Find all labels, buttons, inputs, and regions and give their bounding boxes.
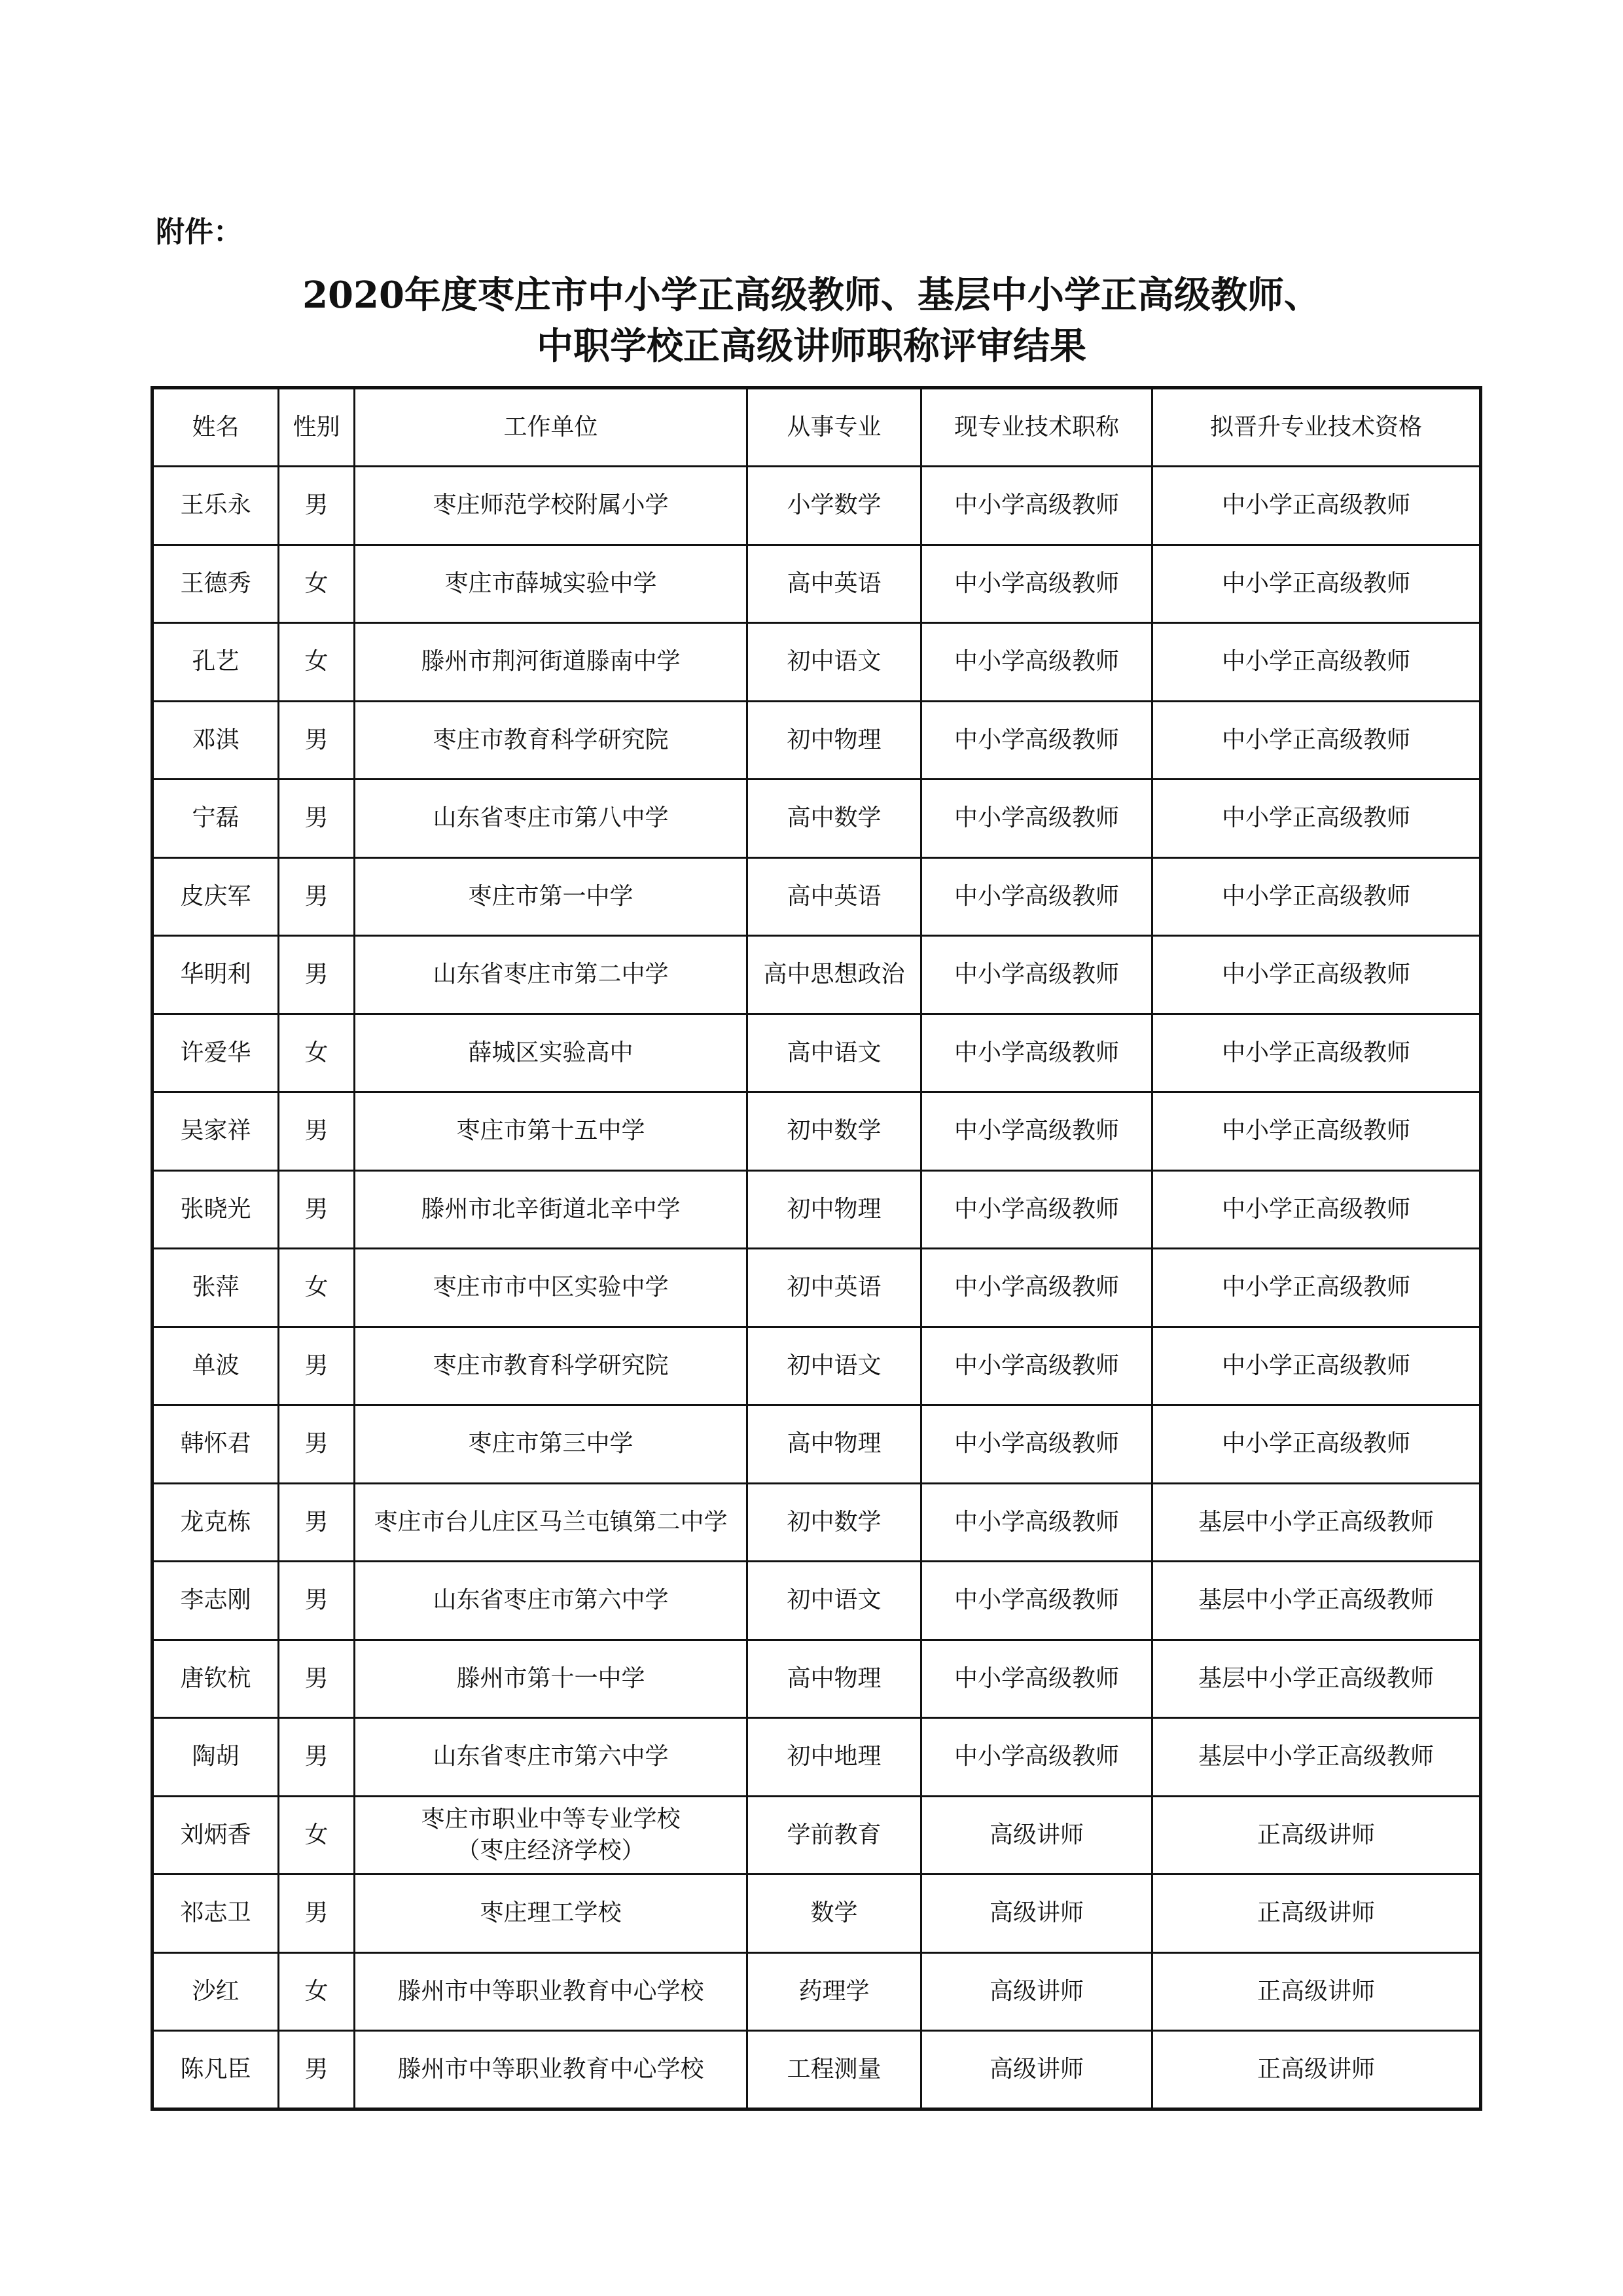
cell-current-title: 中小学高级教师	[921, 1170, 1152, 1249]
cell-name: 孔艺	[152, 623, 279, 702]
cell-unit: 山东省枣庄市第六中学	[355, 1562, 747, 1640]
table-row	[152, 1640, 1481, 1718]
cell-unit: 枣庄市薛城实验中学	[355, 545, 747, 623]
cell-target-title: 正高级讲师	[1152, 1796, 1481, 1874]
cell-unit: 枣庄市教育科学研究院	[355, 1327, 747, 1405]
cell-current-title: 中小学高级教师	[921, 936, 1152, 1014]
cell-major: 初中地理	[747, 1718, 921, 1797]
table-row	[152, 467, 1481, 545]
cell-current-title: 高级讲师	[921, 1796, 1152, 1874]
cell-name: 邓淇	[152, 701, 279, 780]
cell-major: 药理学	[747, 1952, 921, 2031]
document-title	[0, 270, 1623, 372]
cell-name: 韩怀君	[152, 1405, 279, 1484]
table-row	[152, 2031, 1481, 2109]
cell-target-title: 中小学正高级教师	[1152, 1092, 1481, 1171]
cell-current-title: 中小学高级教师	[921, 1092, 1152, 1171]
header-unit: 工作单位	[355, 388, 747, 467]
cell-major: 初中物理	[747, 1170, 921, 1249]
cell-current-title: 高级讲师	[921, 1952, 1152, 2031]
table-row	[152, 701, 1481, 780]
cell-gender: 男	[279, 1483, 355, 1562]
cell-major: 初中物理	[747, 701, 921, 780]
header-name: 姓名	[152, 388, 279, 467]
cell-gender: 男	[279, 1092, 355, 1171]
cell-name: 龙克栋	[152, 1483, 279, 1562]
cell-target-title: 中小学正高级教师	[1152, 780, 1481, 858]
cell-current-title: 中小学高级教师	[921, 545, 1152, 623]
cell-gender: 男	[279, 1640, 355, 1718]
cell-current-title: 中小学高级教师	[921, 701, 1152, 780]
cell-target-title: 基层中小学正高级教师	[1152, 1562, 1481, 1640]
cell-unit: 山东省枣庄市第八中学	[355, 780, 747, 858]
cell-target-title: 中小学正高级教师	[1152, 1249, 1481, 1327]
table-row	[152, 857, 1481, 936]
cell-major: 初中英语	[747, 1249, 921, 1327]
attachment-label: 附件：	[156, 215, 242, 249]
table-row	[152, 1562, 1481, 1640]
cell-major: 高中物理	[747, 1405, 921, 1484]
cell-gender: 男	[279, 1874, 355, 1953]
table-row	[152, 1014, 1481, 1092]
cell-target-title: 中小学正高级教师	[1152, 623, 1481, 702]
cell-target-title: 中小学正高级教师	[1152, 857, 1481, 936]
cell-major: 高中物理	[747, 1640, 921, 1718]
cell-target-title: 中小学正高级教师	[1152, 467, 1481, 545]
cell-current-title: 中小学高级教师	[921, 1640, 1152, 1718]
cell-gender: 男	[279, 1170, 355, 1249]
table-row	[152, 1796, 1481, 1874]
cell-unit: 滕州市中等职业教育中心学校	[355, 1952, 747, 2031]
cell-target-title: 中小学正高级教师	[1152, 1327, 1481, 1405]
cell-unit: 枣庄市市中区实验中学	[355, 1249, 747, 1327]
cell-major: 初中数学	[747, 1483, 921, 1562]
cell-unit: 枣庄理工学校	[355, 1874, 747, 1953]
cell-target-title: 正高级讲师	[1152, 1952, 1481, 2031]
cell-major: 高中思想政治	[747, 936, 921, 1014]
cell-current-title: 中小学高级教师	[921, 1405, 1152, 1484]
cell-name: 皮庆军	[152, 857, 279, 936]
cell-name: 华明利	[152, 936, 279, 1014]
cell-name: 刘炳香	[152, 1796, 279, 1874]
cell-current-title: 高级讲师	[921, 1874, 1152, 1953]
cell-unit: 枣庄市第十五中学	[355, 1092, 747, 1171]
cell-unit: 枣庄市教育科学研究院	[355, 701, 747, 780]
cell-gender: 男	[279, 467, 355, 545]
table-row	[152, 780, 1481, 858]
cell-current-title: 中小学高级教师	[921, 1327, 1152, 1405]
cell-major: 高中数学	[747, 780, 921, 858]
cell-major: 初中数学	[747, 1092, 921, 1171]
table-row	[152, 1952, 1481, 2031]
cell-gender: 女	[279, 1014, 355, 1092]
table-row	[152, 1327, 1481, 1405]
table-row	[152, 1874, 1481, 1953]
title-line-2: 中职学校正高级讲师职称评审结果	[537, 325, 1086, 368]
cell-unit: 滕州市北辛街道北辛中学	[355, 1170, 747, 1249]
cell-unit: 枣庄市台儿庄区马兰屯镇第二中学	[355, 1483, 747, 1562]
cell-name: 祁志卫	[152, 1874, 279, 1953]
cell-name: 单波	[152, 1327, 279, 1405]
cell-target-title: 中小学正高级教师	[1152, 701, 1481, 780]
cell-target-title: 中小学正高级教师	[1152, 545, 1481, 623]
cell-name: 李志刚	[152, 1562, 279, 1640]
cell-gender: 女	[279, 1952, 355, 2031]
cell-unit: 滕州市第十一中学	[355, 1640, 747, 1718]
cell-target-title: 基层中小学正高级教师	[1152, 1640, 1481, 1718]
cell-unit: 枣庄师范学校附属小学	[355, 467, 747, 545]
cell-target-title: 中小学正高级教师	[1152, 1014, 1481, 1092]
cell-name: 唐钦杭	[152, 1640, 279, 1718]
cell-gender: 男	[279, 2031, 355, 2109]
cell-current-title: 中小学高级教师	[921, 467, 1152, 545]
cell-current-title: 中小学高级教师	[921, 780, 1152, 858]
cell-current-title: 中小学高级教师	[921, 1562, 1152, 1640]
title-line-1: 2020年度枣庄市中小学正高级教师、基层中小学正高级教师、	[302, 274, 1321, 317]
cell-target-title: 中小学正高级教师	[1152, 1405, 1481, 1484]
table-row	[152, 1718, 1481, 1797]
cell-gender: 男	[279, 857, 355, 936]
table-row	[152, 1483, 1481, 1562]
cell-gender: 女	[279, 623, 355, 702]
cell-gender: 男	[279, 1405, 355, 1484]
cell-major: 数学	[747, 1874, 921, 1953]
cell-current-title: 中小学高级教师	[921, 1014, 1152, 1092]
cell-current-title: 中小学高级教师	[921, 1249, 1152, 1327]
cell-major: 工程测量	[747, 2031, 921, 2109]
cell-major: 高中英语	[747, 857, 921, 936]
cell-target-title: 中小学正高级教师	[1152, 936, 1481, 1014]
cell-gender: 男	[279, 936, 355, 1014]
cell-unit: 枣庄市第三中学	[355, 1405, 747, 1484]
cell-name: 吴家祥	[152, 1092, 279, 1171]
cell-target-title: 正高级讲师	[1152, 2031, 1481, 2109]
cell-major: 初中语文	[747, 1327, 921, 1405]
cell-gender: 男	[279, 1562, 355, 1640]
cell-unit: 枣庄市第一中学	[355, 857, 747, 936]
cell-major: 初中语文	[747, 623, 921, 702]
cell-current-title: 中小学高级教师	[921, 1483, 1152, 1562]
table-row	[152, 936, 1481, 1014]
cell-name: 许爱华	[152, 1014, 279, 1092]
header-current-title: 现专业技术职称	[921, 388, 1152, 467]
table-row	[152, 1405, 1481, 1484]
cell-major: 学前教育	[747, 1796, 921, 1874]
table-row	[152, 1170, 1481, 1249]
cell-name: 王乐永	[152, 467, 279, 545]
cell-target-title: 正高级讲师	[1152, 1874, 1481, 1953]
cell-current-title: 中小学高级教师	[921, 857, 1152, 936]
cell-gender: 女	[279, 1249, 355, 1327]
cell-gender: 男	[279, 701, 355, 780]
cell-target-title: 中小学正高级教师	[1152, 1170, 1481, 1249]
table-row	[152, 545, 1481, 623]
cell-major: 高中英语	[747, 545, 921, 623]
cell-unit: 山东省枣庄市第二中学	[355, 936, 747, 1014]
cell-name: 陶胡	[152, 1718, 279, 1797]
header-gender: 性别	[279, 388, 355, 467]
cell-gender: 男	[279, 780, 355, 858]
cell-name: 陈凡臣	[152, 2031, 279, 2109]
cell-major: 高中语文	[747, 1014, 921, 1092]
cell-name: 张晓光	[152, 1170, 279, 1249]
table-row	[152, 1249, 1481, 1327]
cell-target-title: 基层中小学正高级教师	[1152, 1483, 1481, 1562]
cell-unit-subline: （枣庄经济学校）	[456, 1837, 645, 1864]
table-body	[152, 467, 1481, 2109]
cell-current-title: 中小学高级教师	[921, 623, 1152, 702]
table-row	[152, 623, 1481, 702]
cell-unit: 薛城区实验高中	[355, 1014, 747, 1092]
cell-major: 初中语文	[747, 1562, 921, 1640]
cell-name: 张萍	[152, 1249, 279, 1327]
cell-unit: 滕州市荆河街道滕南中学	[355, 623, 747, 702]
cell-name: 宁磊	[152, 780, 279, 858]
cell-gender: 男	[279, 1327, 355, 1405]
cell-unit-line: 枣庄市职业中等专业学校	[421, 1805, 681, 1833]
header-major: 从事专业	[747, 388, 921, 467]
cell-target-title: 基层中小学正高级教师	[1152, 1718, 1481, 1797]
cell-current-title: 高级讲师	[921, 2031, 1152, 2109]
cell-unit: 滕州市中等职业教育中心学校	[355, 2031, 747, 2109]
table-header-row	[152, 388, 1481, 467]
cell-name: 王德秀	[152, 545, 279, 623]
cell-unit	[355, 1796, 747, 1874]
cell-unit: 山东省枣庄市第六中学	[355, 1718, 747, 1797]
table-row	[152, 1092, 1481, 1171]
cell-gender: 男	[279, 1718, 355, 1797]
results-table	[151, 386, 1482, 2111]
cell-current-title: 中小学高级教师	[921, 1718, 1152, 1797]
header-target-title: 拟晋升专业技术资格	[1152, 388, 1481, 467]
cell-name: 沙红	[152, 1952, 279, 2031]
cell-gender: 女	[279, 1796, 355, 1874]
cell-major: 小学数学	[747, 467, 921, 545]
cell-gender: 女	[279, 545, 355, 623]
